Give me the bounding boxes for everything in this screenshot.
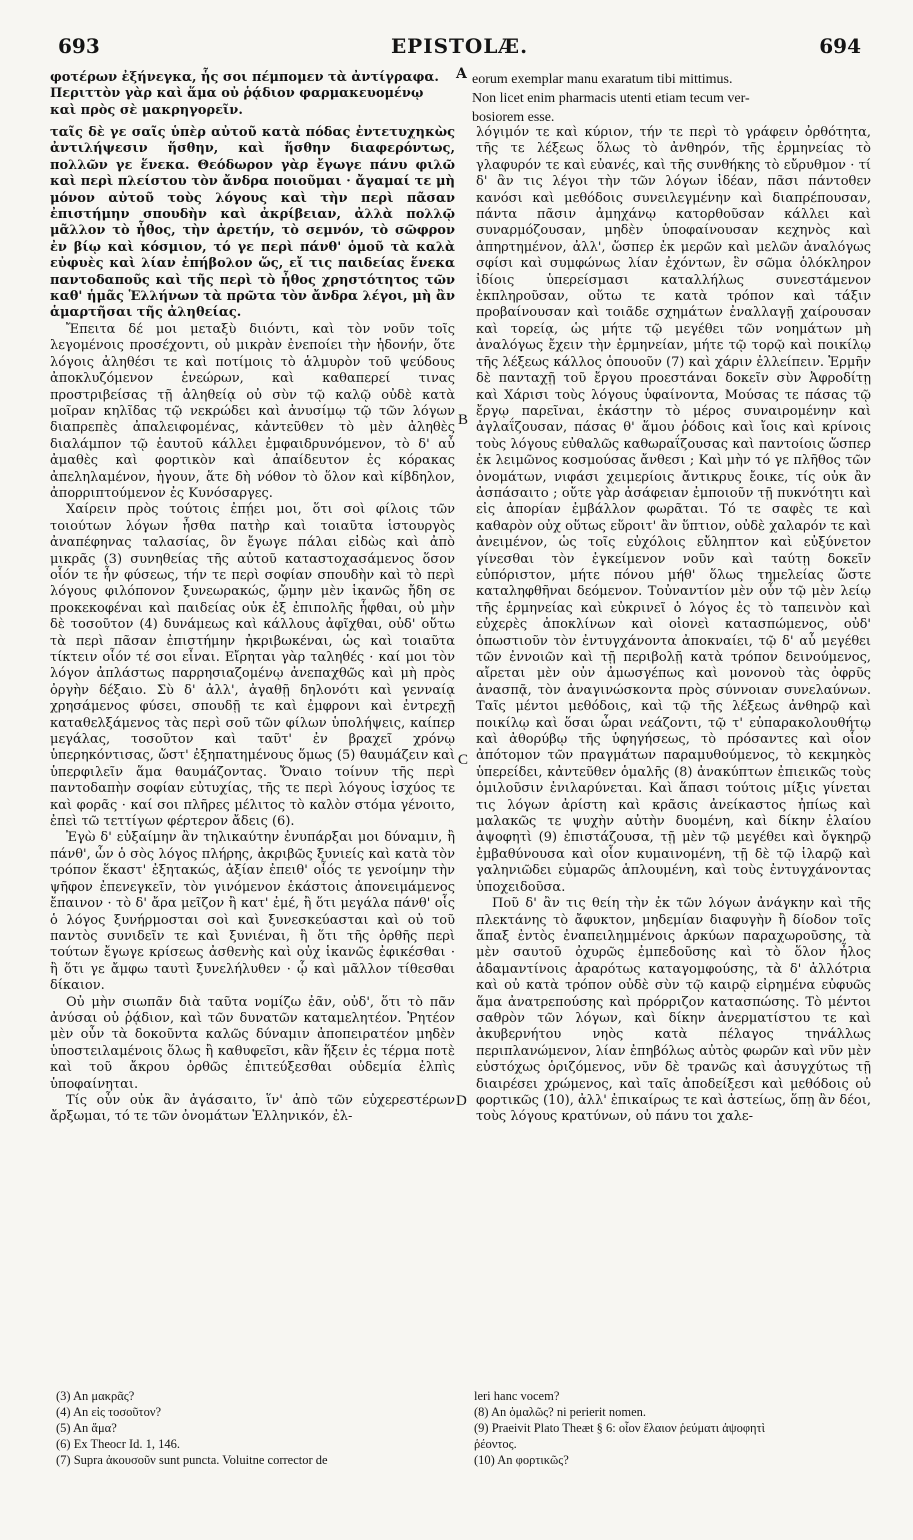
footnotes-left bbox=[56, 1388, 456, 1468]
page-header bbox=[58, 34, 861, 60]
running-title: EPISTOLÆ. bbox=[390, 34, 529, 58]
footnote: ῥέοντος. bbox=[474, 1437, 517, 1451]
footnote: (4) An εἰς τοσοῦτον? bbox=[56, 1405, 162, 1419]
text-line: καὶ πρὸς σὲ μακρηγορεῖν. bbox=[50, 102, 243, 118]
footnotes-right bbox=[474, 1388, 869, 1468]
paragraph: Ποῦ δ' ἂν τις θείη τὴν ἐκ τῶν λόγων ἀνάγκην καὶ τῆς πλεκτάνης τὸ ἄφυκτον, μηδεμίαν διαφυγὴν ἢ δίοδον τοῖς ἅπαξ ἐντὸς ἐναπειλημμένοις ἀρκύων παραχωροῦσης, τὰ μὲν σαυτοῦ ὀχυρῶς ἐμπεδοῦσης καὶ τὸ ὅλον ἦλος ἀδαμαντίνοις ἀραρότως καταγομφούσης, τὰ δ' ἀλλότρια καὶ οὐ κατὰ τρόπον οὐδὲ σὺν τῷ καιρῷ εἰρημένα εὐφυῶς ἅμα ἀνατρεπούσης καὶ πρόρριζον κατασπώσης. Τὸ μέντοι σαθρὸν τῶν λόγων, καὶ δίκην ἀνερματίστου τε καὶ ἀκυβερνήτου νηὸς κατὰ πέλαγος τηνάλλως περιπλανώμενον, λίαν ἐπηβόλως αὐτὸς φωρῶν καὶ νῦν μὲν εὐστόχως ὁριζόμενος, νῦν δὲ τρανῶς καὶ ἀσυγχύτως τῇ διαιρέσει χρώμενος, καὶ ταῖς ἀποδείξεσι καὶ μεθόδοις οὐ φορτικῶς (10), ἀλλ' ἐπικαίρως τε καὶ ἀστείως, ὅπῃ ἂν δέοι, τοὺς λόγους κρατύνων, οὐ πάνυ τοι χαλε- bbox=[476, 896, 871, 1125]
greek-closing-lines bbox=[50, 70, 460, 119]
text-line: Περιττὸν γὰρ καὶ ἅμα οὐ ῥᾴδιον φαρμακευομένῳ bbox=[50, 86, 424, 102]
paragraph: Οὐ μὴν σιωπᾶν διὰ ταῦτα νομίζω ἐᾶν, οὐδ', ὅτι τὸ πᾶν ἀνύσαι οὐ ῥᾴδιον, καὶ τῶν δυνατῶν καταμελητέον. Ῥητέον μὲν οὖν τὰ δοκοῦντα καλῶς δύναμιν ἀποπειρατέον μηδὲν ὑποστειλαμένοις ὅλως ἢ καθυφεῖσι, κἂν ἥξειν ἐς τέρμα ποτὲ καὶ τοῦ ἄκρου ὀρθῶς ἐπιτεύξεσθαι οὐδεμία ἐλπὶς ὑποφαίνηται. bbox=[50, 994, 455, 1092]
footnote: (6) Ex Theocr Id. 1, 146. bbox=[56, 1437, 181, 1451]
page-number-left: 693 bbox=[58, 34, 100, 58]
margin-marker-c: C bbox=[458, 752, 469, 768]
paragraph: ταῖς δὲ γε σαῖς ὑπὲρ αὐτοῦ κατὰ πόδας ἐντετυχηκὼς ἀντιλήψεσιν ἥσθην, καὶ ἥσθην διαφερόντως, πολλῶν γε ἕνεκα. Θεόδωρον γὰρ ἔγωγε πάνυ φιλῶ καὶ περὶ πλείστου τὸν ἄνδρα ποιοῦμαι · ἄγαμαί τε μὴ μόνον αὐτοῦ τοὺς λόγους καὶ τὴν περὶ πᾶσαν ἐπιστήμην σπουδὴν καὶ ἀκρίβειαν, ἀλλὰ πολλῷ μᾶλλον τὸ ἦθος, τὴν ἀρετήν, τὸ σεμνόν, τὸ σῶφρον ἐν βίῳ καὶ κόσμιον, τό γε περὶ πάνθ' ὁμοῦ τὰ καλὰ εὐφυὲς καὶ λίαν ἐπήβολον ὥς, εἴ τις παιδείας ἕνεκα παντοδαποῦς καὶ τῆς περὶ τὸ ἦθος χρηστότητος τῶν καθ' ἡμᾶς Ἑλλήνων τὰ πρῶτα τὸν ἄνδρα λέγοι, μὴ ἂν ἁμαρτῆσαι τῆς ἀληθείας. bbox=[50, 125, 455, 321]
text-line: φοτέρων ἐξήνεγκα, ἧς σοι πέμπομεν τὰ ἀντίγραφα. bbox=[50, 70, 439, 85]
footnote: (9) Praeivit Plato Theæt § 6: οἷον ἔλαιον ῥεύματι ἀψοφητὶ bbox=[474, 1421, 765, 1435]
text-line: eorum exemplar manu exaratum tibi mittimus. bbox=[472, 72, 733, 87]
text-line: bosiorem esse. bbox=[472, 110, 555, 125]
latin-translation bbox=[472, 70, 870, 127]
page-number-right: 694 bbox=[819, 34, 861, 58]
footnote: leri hanc vocem? bbox=[474, 1389, 560, 1403]
paragraph: λόγιμόν τε καὶ κύριον, τήν τε περὶ τὸ γράφειν ὀρθότητα, τῆς τε λέξεως ὅλως τὸ ἀνθηρόν, τῆς ἑρμηνείας τὸ γλαφυρόν τε καὶ εὐανές, καὶ τῆς συνθήκης τὸ εὔρυθμον · τί δ' ἂν τις λέγοι τὴν τῶν λόγων ἰδέαν, πᾶσι πάντοθεν κανόσι καὶ μεθόδοις συνειλεγμένην καὶ διαπρέπουσαν, πάντα πᾶσιν ἀμηχάνῳ κατορθοῦσαν κάλλει καὶ συναρμόζουσαν, μηδὲν ὑποφαίνουσαν κεχηνὸς καὶ ἀπηρτημένον, ἀλλ', ὥσπερ ἐκ μερῶν καὶ μελῶν ἀναλόγως σφίσι καὶ συμφώνως λίαν ἐχόντων, ἓν σῶμα ὁλόκληρον ἰδίοις ὑπερείσμασι καταλλήλως συνεστάμενον ἐκπληροῦσαν, οὕτω τε κατὰ τρόπον καὶ τάξιν προβαίνουσαν καὶ τοιᾶδε σχημάτων ἐναλλαγῇ χαίρουσαν καὶ τορείᾳ, ὡς μήτε τῷ μεγέθει τῶν νοημάτων μὴ ἀναλόγως ἔχειν τὴν ἑρμηνείαν, μήτε τῷ τορῷ καὶ ποικίλῳ τῆς λέξεως κάλλος ὁπουοῦν (7) καὶ χάριν ἐλλείπειν. Ἑρμῆν δὲ πανταχῇ τοῦ ἔργου προεστάναι δοκεῖν σὺν Ἀφροδίτῃ καὶ Χάρισι τοὺς λόγους ὑφαίνοντα, Μούσας τε πάσας τῷ ἔργῳ παρεῖναι, ἑκάστην τὸ μέρος συναιρομένην καὶ ἀγλαΐζουσαν, πάσας θ' ἅμου ῥόδοις καὶ ἴοις καὶ κρίνοις τοὺς λόγους εὐθαλῶς καθωραΐζουσας καὶ παντοίοις ὥσπερ ἐκ λειμῶνος κοσμούσας ἄνθεσι ; Καὶ μὴν τό γε πλῆθος τῶν ὀνομάτων, νιφάσι χειμερίοις ἄντικρυς ἔοικε, τίς οὐκ ἂν ἀσπάσαιτο ; οὔτε γὰρ ἀσάφειαν ἐμποιοῦν τῇ πυκνότητι καὶ εἰς ἀπορίαν ἐμβάλλον φωρᾶται. Τό τε σαφὲς τε καὶ καθαρὸν οὐχ οὕτως εὕροιτ' ἂν ὕπτιον, οὐδὲ χαλαρόν τε καὶ ἀνειμένον, ὡς τοῖς εὐχόλοις εὔληπτον καὶ εὐξύνετον γίνεσθαι τὸν ἐγκείμενον νοῦν καὶ ταύτῃ δοκεῖν εὐπόριστον, μήτε πόνου μήθ' ὅλως τημελείας ὥστε καταληφθῆναι δεόμενον. Τοὐναντίον μὲν οὖν τῷ μὲν λείῳ τῆς ἑρμηνείας καὶ εὐκρινεῖ ὁ λόγος ἐς τὸ ταπεινὸν καὶ εὐχερὲς ἀποκλίνων καὶ οἱονεὶ κατασπώμενος, οὐδ' ὁπωστιοῦν τὸν ἐντυγχάνοντα ἀποκναίει, τῷ δ' αὖ μεγέθει τῶν ἐννοιῶν καὶ τῇ περιβολῇ κατὰ τρόπον δεινούμενος, αἴρεται μὲν οὐν ἀμωσγέπως καὶ μονονοὺ τὰς ὀφρῦς ἀνασπᾷ, τὸν ἀναγινώσκοντα πρὸς σύννοιαν συνελαύνων. Ταῖς μέντοι μεθόδοις, καὶ τῷ τῆς λέξεως ἀνθηρῷ καὶ ποικίλῳ καὶ ὅσαι ὧραι νεάζοντι, τῷ τ' εὐπαρακολουθήτῳ καὶ ἀθορύβῳ τῆς ὑφηγήσεως, τὸ πρόσαντες καὶ οἷον ἀπότομον τῶν πραγμάτων παραμυθούμενος, τὸ κεκμηκὸς ὑπερείδει, κἀντεῦθεν ὁμαλῆς (8) ἀνακύπτων ἐπιεικῶς τοὺς ὁμιλοῦσιν ἐνιλαρύνεται. Καὶ ἅπασι τούτοις μίξις γίνεται τις λόγων ἀρίστη καὶ κρᾶσις ἀνείκαστος ἠπίως καὶ μαλακῶς τε ψυχὴν αὐτὴν δυομένη, καὶ δίκην ἐλαίου ἀψοφητὶ (9) ἐπιστάζουσα, τῇ μὲν τῷ μεγέθει καὶ ὄγκηρῷ ἐμβαθύνουσα καὶ οἷον κυμαινομένη, τῇ δὲ τῷ ἱλαρῷ καὶ γαληνιῶδει εὐμαρῶς ἁπλουμένη, καὶ τοὺς ἐντυγχάνοντας ὑποχειδοῦσα. bbox=[476, 125, 871, 895]
footnote: (7) Supra ἀκουσοῦν sunt puncta. Voluitne corrector de bbox=[56, 1453, 328, 1467]
paragraph: Τίς οὖν οὐκ ἂν ἀγάσαιτο, ἵν' ἀπὸ τῶν εὐχερεστέρων ἄρξωμαι, τό τε τῶν ὀνομάτων Ἑλληνικόν, ἐλ- bbox=[50, 1092, 455, 1125]
paragraph: Ἐγὼ δ' εὐξαίμην ἂν τηλικαύτην ἐνυπάρξαι μοι δύναμιν, ἢ πάνθ', ὧν ὁ σὸς λόγος πλήρης, ἀκριβῶς ξυνιείς καὶ κατὰ τὸν τρόπον ἕκαστ' ἐξητακώς, ἀξίαν ἐπειθ' οἷός τε γενοίμην τὴν ψῆφον ἐπενεγκεῖν, τὸν γινόμενον ἑκάστοις ἀπονειμάμενος ἔπαινον · τὸ δ' ἄρα μεῖζον ἢ κατ' ἐμέ, ἢ ὅτι μεγάλα πάνθ' οἷς ὁ λόγος ξυνήρμοσται σοὶ καὶ ξυνεσκεύασται καὶ οὐ τοῦ παντὸς συνιδεῖν τε καὶ ξυνιέναι, ἢ ὅτι τῆς ὀρθῆς περὶ τούτων ἔγωγε κρίσεως ἀσθενὴς καὶ οὐχ ἱκανῶς ἐφικέσθαι · ἢ ὅτι γε ἄμφω ταυτὶ ξυνελήλυθεν · ᾧ καὶ μᾶλλον τίθεσθαι δίκαιον. bbox=[50, 830, 455, 994]
margin-marker-b: B bbox=[458, 412, 469, 428]
margin-marker-d: D bbox=[456, 1093, 467, 1109]
footnote: (3) An μακρᾶς? bbox=[56, 1389, 135, 1403]
paragraph: Χαίρειν πρὸς τούτοις ἐπῄει μοι, ὅτι σοὶ φίλοις τῶν τοιούτων λόγων ἦσθα πατὴρ καὶ τοιαῦτα ἱστουργὸς ἀναπέφηνας ταλασίας, ὃν ἔγωγε πάλαι εἰδὼς καὶ ἀπὸ μικρᾶς (3) συνηθείας τῆς αὐτοῦ καταστοχασάμενος ὅσον οἷόν τε ἦν φύσεως, τήν τε περὶ σοφίαν σπουδὴν καὶ τὸ περὶ λόγους φιλόπονον ξυνεωρακώς, ᾤμην μὲν ἱκανῶς ἤδη σε προκεκοφέναι καὶ παιδείας οὐκ ἐξ ἐπιπολῆς ἧφθαι, οὐ μὴν δὲ τοσοῦτον (4) δυνάμεως καὶ κάλλους ἀφῖχθαι, οὐδ' οὕτω τὰ περὶ πᾶσαν ἐπιστήμην ἠκριβωκέναι, ὡς καὶ τοιαῦτα τίκτειν οἷόν τέ σοι εἶναι. Εἴρηται γὰρ ταληθές · καί μοι τὸν λόγον ἀπλάστως παρρησιαζομένῳ ἀνεπαχθῶς καὶ μὴ πρὸς ὀργὴν δέξαιο. Σὺ δ' ἀλλ', ἀγαθῇ δηλονότι καὶ γενναίᾳ χρησάμενος φύσει, σπουδῇ τε καὶ ἐμφρονι καὶ ἐντρεχῇ καταθελξάμενος τὰς περὶ σοῦ τῶν φίλων ὑπολήψεις, καίπερ μεγάλας, τοσοῦτον καὶ ταῦτ' ἐν βραχεῖ χρόνῳ ὑπερηκόντισας, ὥστ' ἐξηπατημένους ὅμως (5) θαυμάζειν καὶ ὑπερφιλεῖν ἅμα θαυμάζοντας. Ὄναιο τοίνυν τῆς περὶ παντοδαπὴν σοφίαν εὐτυχίας, τῆς τε περὶ λόγους ἰσχύος τε καὶ φορᾶς · καί σοι πλῆρες μέλιτος τὸ καλὸν στόμα γένοιτο, ἐπεὶ τῶ τεττίγων φέρτερον ἄδεις (6). bbox=[50, 502, 455, 830]
left-column bbox=[50, 125, 455, 1126]
text-line: Non licet enim pharmacis utenti etiam tecum ver- bbox=[472, 91, 750, 106]
footnote: (8) An ὁμαλῶς? ni perierit nomen. bbox=[474, 1405, 647, 1419]
margin-marker-a: A bbox=[456, 66, 467, 82]
footnote: (5) An ἅμα? bbox=[56, 1421, 117, 1435]
right-column bbox=[476, 125, 871, 1126]
footnote: (10) An φορτικῶς? bbox=[474, 1453, 569, 1467]
paragraph: Ἔπειτα δέ μοι μεταξὺ διιόντι, καὶ τὸν νοῦν τοῖς λεγομένοις προσέχοντι, οὐ μικρὰν ἐνεποίει τὴν ἡδονήν, ὅτε λόγοις ἀληθέσι τε καὶ ποτίμοις τὸ ἁλμυρὸν τοῦ ψεύδους ἀποκλυζόμενον ἑνεώρων, καὶ καθαπερεί τινας προστριβείσας τῇ ἀληθείᾳ οὐ σὺν τῷ καλῷ οὐδὲ κατὰ μοῖραν κηλῖδας τῷ νεκρώδει καὶ ἀνυσίμῳ τῷ τῶν λόγων διαπρεπὲς ἀπαλειφομένας, κἀντεῦθεν τὸ μὲν ἀληθὲς διαλάμπον τῷ ἑαυτοῦ κάλλει ἐμφαιδρυνόμενον, τὸ δ' αὖ ἀμαθὲς καὶ φορτικὸν καὶ ἀπαίδευτον ἐς κόρακας ἀπεληλαμένον, ἠγουν, ἅτε δὴ νόθον τὸ ὅλον καὶ κίβδηλον, ἀπορριπτούμενον ἐς Κυνόσαργες. bbox=[50, 321, 455, 501]
